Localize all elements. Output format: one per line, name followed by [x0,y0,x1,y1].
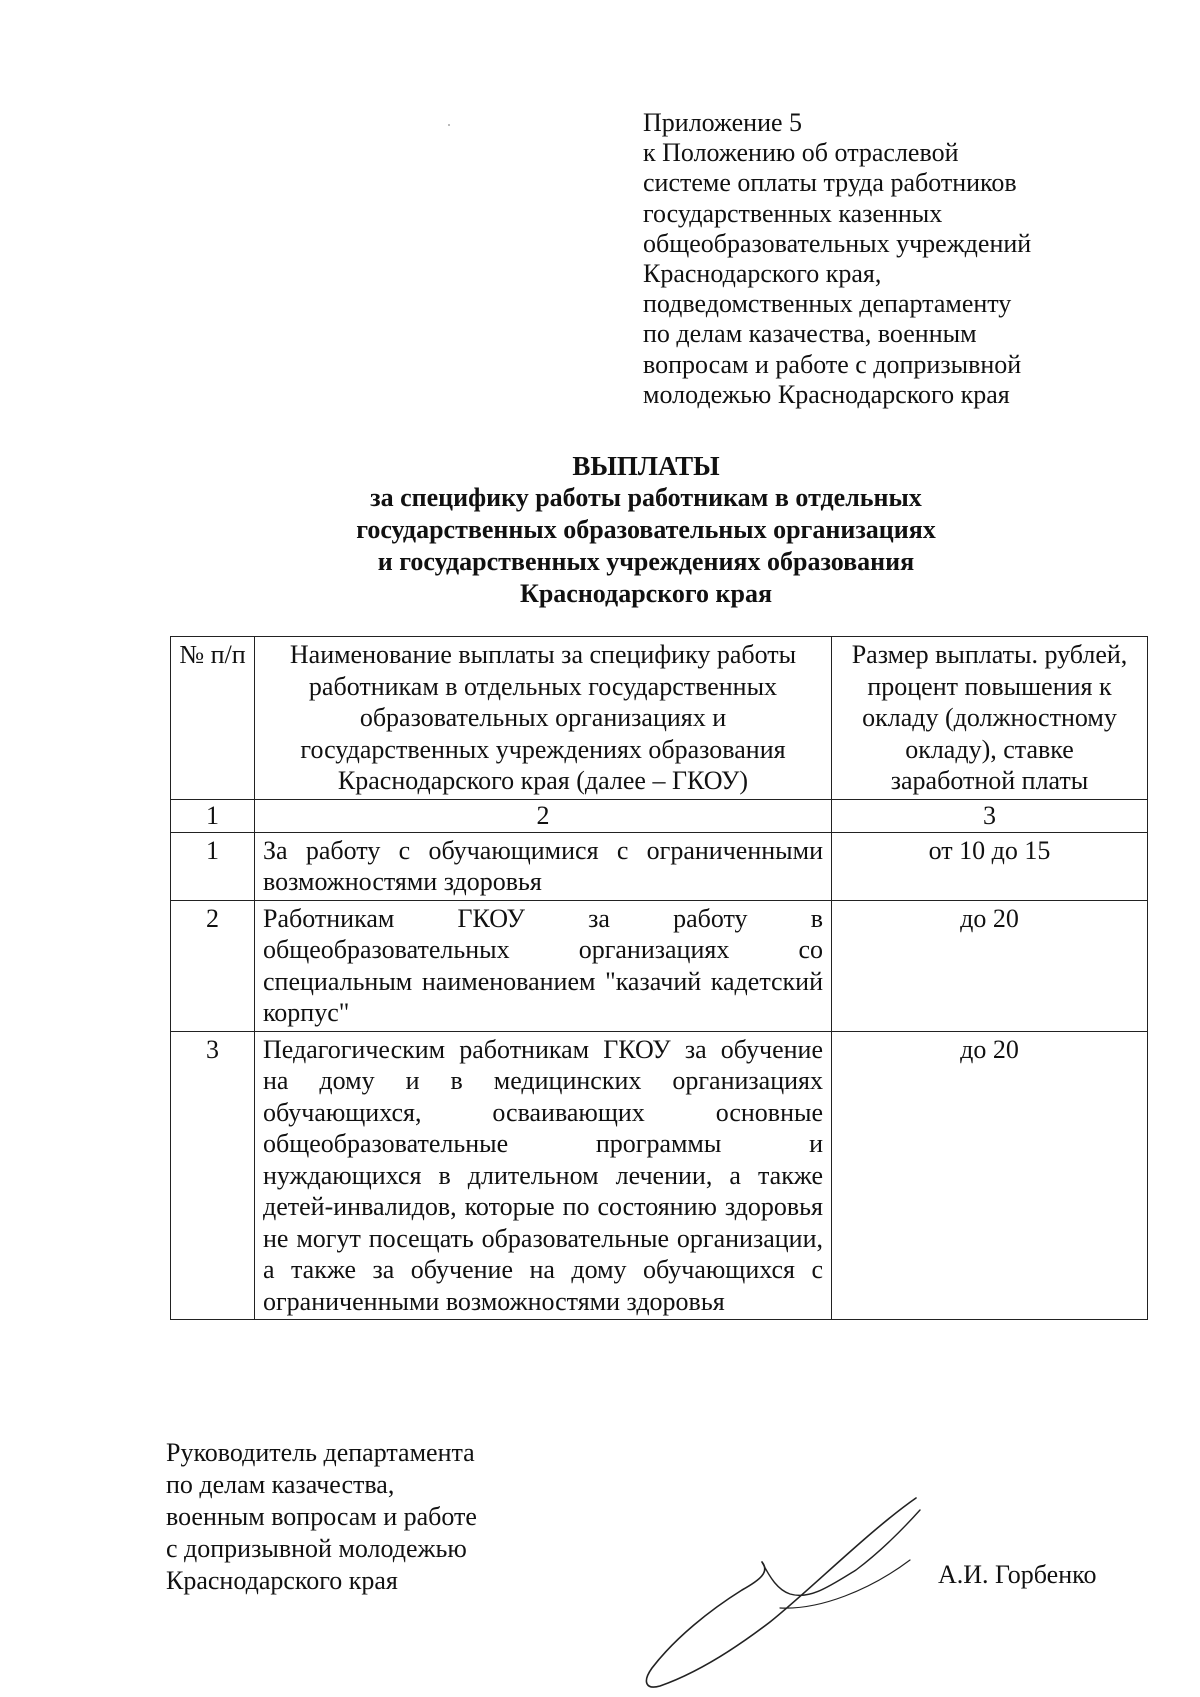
signer-line: Руководитель департамента [166,1438,475,1467]
row-name: Работникам ГКОУ за работу в общеобразовательных организациях со специальным наименованием "казачий кадетский корпус" [255,900,832,1031]
title-line: за специфику работы работникам в отдельных [370,483,922,512]
appendix-header [643,108,1103,410]
row-num: 2 [171,900,255,1031]
table-row [171,832,1148,900]
payments-table [170,636,1148,1320]
appendix-line: к Положению об отраслевой [643,138,959,168]
appendix-line: общеобразовательных учреждений [643,228,1032,258]
table-header-row [171,637,1148,800]
appendix-line: молодежью Краснодарского края [643,379,1010,409]
signature-mark [620,1490,940,1690]
appendix-line: Приложение 5 [643,108,803,137]
signer-name: А.И. Горбенко [938,1560,1097,1589]
row-name: Педагогическим работникам ГКОУ за обучение на дому и в медицинских организациях обучающихся, осваивающих основные общеобразовательные программы и нуждающихся в длительном лечении, а также детей-инвалидов, которые по состоянию здоровья не могут посещать образовательные организации, а также за обучение на дому обучающихся с ограниченными возможностями здоровья [255,1031,832,1320]
row-num: 3 [171,1031,255,1320]
signer-line: военным вопросам и работе [166,1502,477,1531]
signer-line: Краснодарского края [166,1566,398,1595]
header-name: Наименование выплаты за специфику работы работникам в отдельных государственных образовательных организациях и государственных учреждениях образования Краснодарского края (далее – ГКОУ) [255,637,832,800]
column-number: 1 [171,799,255,832]
appendix-line: системе оплаты труда работников [643,168,1017,198]
column-number: 2 [255,799,832,832]
header-amount: Размер выплаты. рублей, процент повышения к окладу (должностному окладу), ставке заработной платы [832,637,1148,800]
column-number-row [171,799,1148,832]
header-num: № п/п [171,637,255,800]
column-number: 3 [832,799,1148,832]
row-num: 1 [171,832,255,900]
row-amount: до 20 [832,900,1148,1031]
appendix-line: государственных казенных [643,198,943,228]
row-amount: от 10 до 15 [832,832,1148,900]
appendix-line: подведомственных департаменту [643,289,1012,319]
document-title [160,450,1132,610]
row-name: За работу с обучающимися с ограниченными возможностями здоровья [255,832,832,900]
title-line: Краснодарского края [519,579,773,608]
title-line: и государственных учреждениях образования [377,547,915,576]
table-row [171,1031,1148,1320]
row-amount: до 20 [832,1031,1148,1320]
signer-line: с допризывной молодежью [166,1534,467,1563]
table-row [171,900,1148,1031]
signer-title [166,1437,566,1597]
title-main: ВЫПЛАТЫ [572,451,720,481]
appendix-line: вопросам и работе с допризывной [643,349,1022,379]
appendix-line: по делам казачества, военным [643,319,977,349]
signer-line: по делам казачества, [166,1470,395,1499]
scan-speck [448,124,450,126]
appendix-line: Краснодарского края, [643,259,882,289]
title-line: государственных образовательных организациях [356,515,936,544]
